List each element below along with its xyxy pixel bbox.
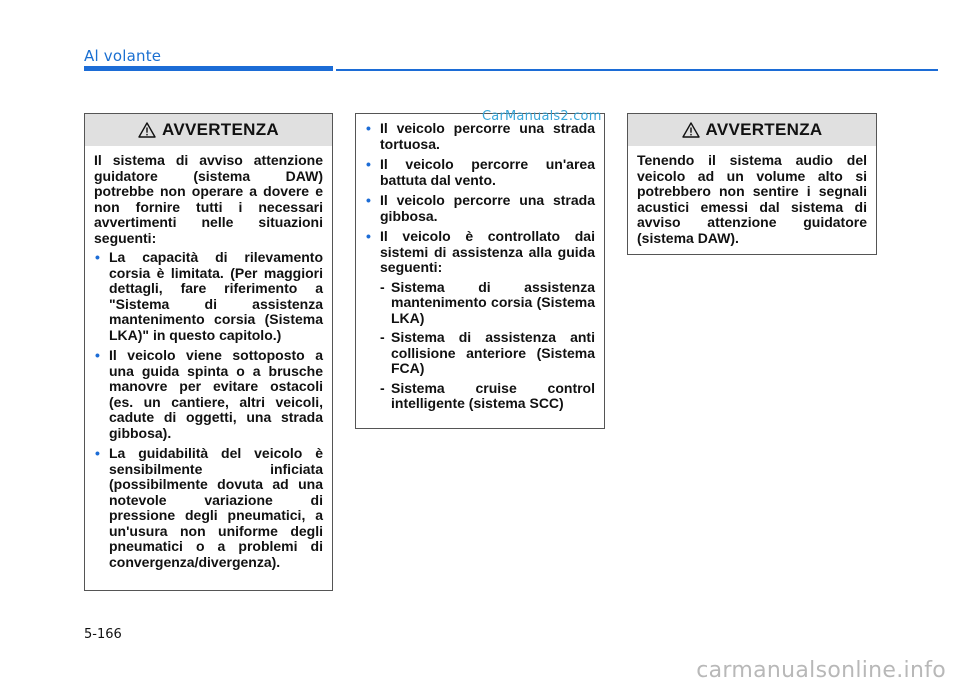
sub-list-item-text: Sistema di assistenza anti collisione anteriore (Sistema FCA) xyxy=(391,329,595,376)
list-item xyxy=(94,446,323,570)
warning-box-audio-volume xyxy=(627,113,877,255)
list-item-text: La guidabilità del veicolo è sensibilmente inficiata (possibilmente dovuta ad una notevole variazione di pressione degli pneumatici, a un'usura non uniforme degli pneumatici o a problemi di convergenza/divergenza). xyxy=(109,445,323,570)
bullet-dot-icon: • xyxy=(95,249,100,265)
footer-watermark: carmanualsonline.info xyxy=(696,658,946,683)
list-item-text: Il veicolo percorre una strada tortuosa. xyxy=(380,120,595,152)
list-item-text: Il veicolo è controllato dai sistemi di assistenza alla guida seguenti: xyxy=(380,228,595,275)
bullet-dot-icon: • xyxy=(95,445,100,461)
sub-list-item: - Sistema di assistenza mantenimento corsia (Sistema LKA) xyxy=(380,278,595,326)
list-item xyxy=(365,121,595,152)
bullet-dot-icon: • xyxy=(366,156,371,172)
list-item-text: Il veicolo percorre un'area battuta dal vento. xyxy=(380,156,595,188)
sub-list-item-text: Sistema cruise control intelligente (sistema SCC) xyxy=(391,379,595,411)
list-item xyxy=(365,157,595,188)
page-number: 5-166 xyxy=(84,627,122,642)
warning-text: Tenendo il sistema audio del veicolo ad un volume alto si potrebbero non sentire i segnali acustici emessi dal sistema di avviso attenzione guidatore (sistema DAW). xyxy=(637,152,867,246)
watermark-carmanuals2: CarManuals2.com xyxy=(482,109,602,124)
warning-header xyxy=(85,114,332,146)
sub-list-item-text: Sistema di assistenza mantenimento corsia (Sistema LKA) xyxy=(391,278,595,326)
warning-triangle-icon xyxy=(682,122,700,138)
bullet-dot-icon: • xyxy=(95,347,100,363)
bullet-dot-icon: • xyxy=(366,192,371,208)
list-item-text: La capacità di rilevamento corsia è limitata. (Per maggiori dettagli, fare riferimento a "Sistema di assistenza mantenimento corsia (Sistema LKA)" in questo capitolo.) xyxy=(109,249,323,343)
warning-box-daw-limitations xyxy=(84,113,333,591)
warning-title: AVVERTENZA xyxy=(705,120,823,139)
list-item xyxy=(365,229,595,412)
list-item xyxy=(94,250,323,343)
list-item xyxy=(365,193,595,224)
warning-title: AVVERTENZA xyxy=(162,120,279,139)
warning-triangle-icon xyxy=(138,122,156,138)
bullet-dot-icon: • xyxy=(366,120,371,136)
list-item-text: Il veicolo percorre una strada gibbosa. xyxy=(380,192,595,224)
header-rule-thick xyxy=(84,66,333,71)
warning-intro: Il sistema di avviso attenzione guidatore (sistema DAW) potrebbe non operare a dovere e non fornire tutti i necessari avvertimenti nelle situazioni seguenti: xyxy=(94,152,323,246)
section-title: Al volante xyxy=(84,47,162,65)
sub-list-item: - Sistema di assistenza anti collisione anteriore (Sistema FCA) xyxy=(380,329,595,376)
sub-list-item: - Sistema cruise control intelligente (sistema SCC) xyxy=(380,379,595,411)
list-item xyxy=(94,348,323,441)
list-item-text: Il veicolo viene sottoposto a una guida spinta o a brusche manovre per evitare ostacoli (es. un cantiere, altri veicoli, cadute di oggetti, una strada gibbosa). xyxy=(109,347,323,441)
continued-conditions-box xyxy=(355,113,605,429)
warning-header xyxy=(628,114,876,146)
header-rule-thin xyxy=(336,69,938,71)
bullet-dot-icon: • xyxy=(366,228,371,244)
